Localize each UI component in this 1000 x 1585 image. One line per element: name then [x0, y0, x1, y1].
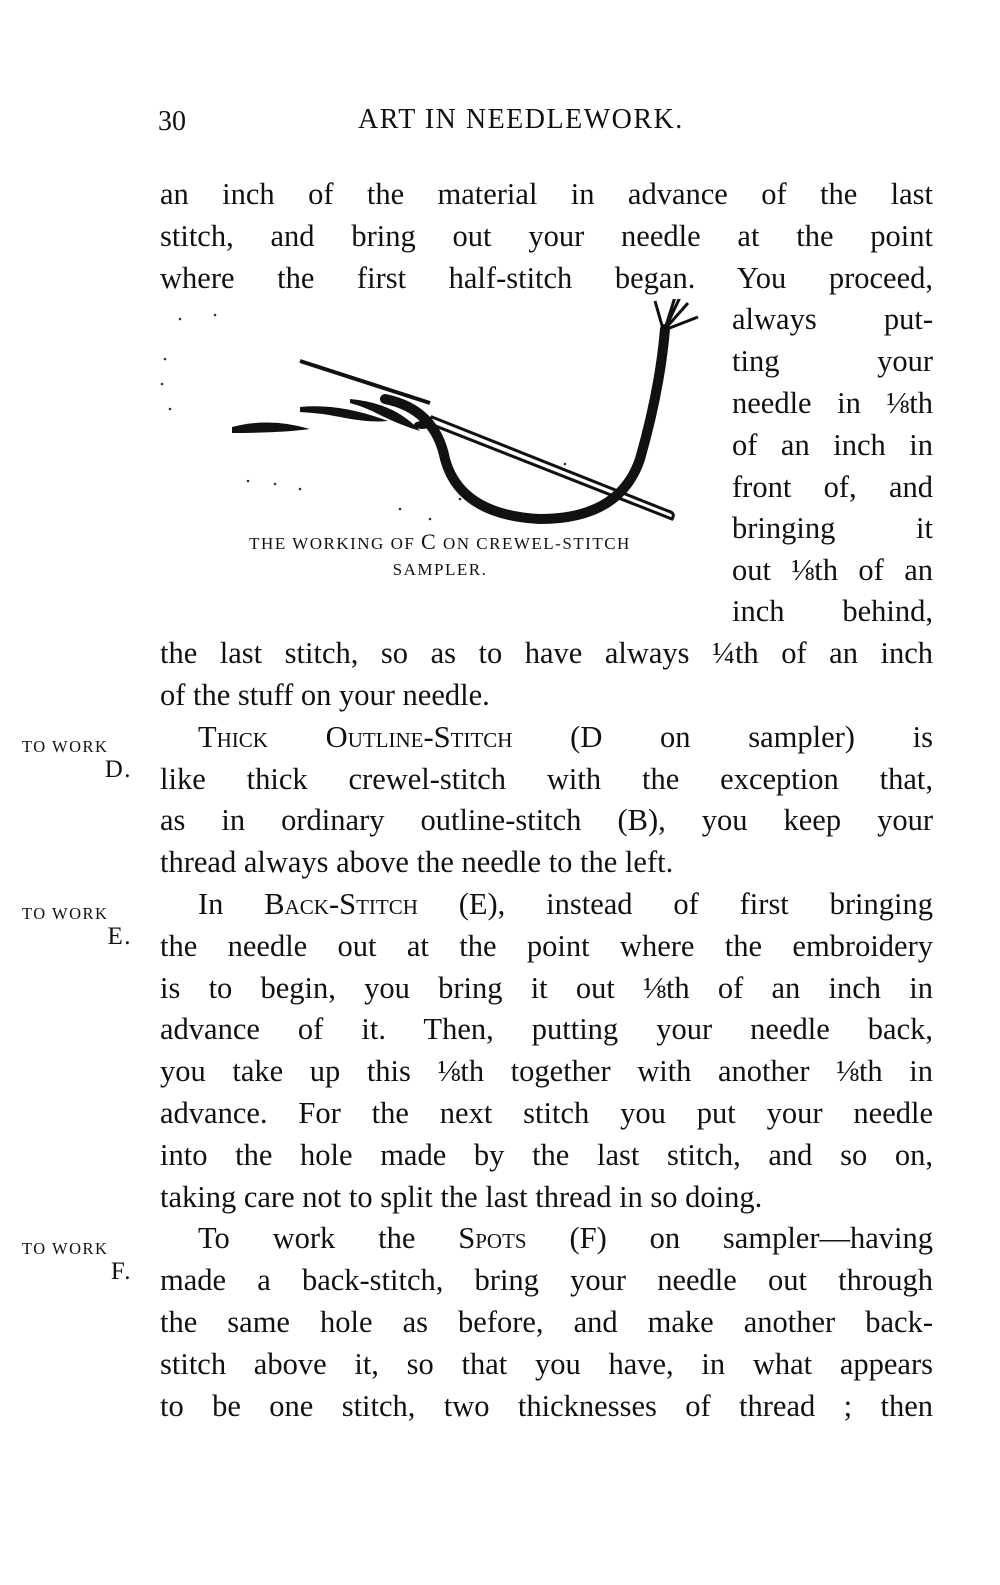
running-header — [0, 100, 1000, 140]
margin-note-d: TO WORK D. — [22, 737, 132, 783]
text-line: the last stitch, so as to have always ¼th of an inch — [160, 636, 933, 671]
body-text — [160, 174, 933, 1427]
text-line: thread always above the needle to the left. — [160, 845, 674, 880]
figure-block — [160, 299, 933, 591]
running-title: ART IN NEEDLEWORK. — [358, 104, 684, 135]
text-line: the same hole as before, and make another back- — [160, 1304, 933, 1339]
text-line: an inch of the material in advance of the last — [160, 177, 933, 211]
text-line: as in ordinary outline-stitch (B), you keep your — [160, 803, 933, 838]
text-line: needle in ⅛th — [732, 385, 933, 420]
text-line: ting your — [732, 344, 933, 379]
text-line: like thick crewel-stitch with the exception that, — [160, 761, 933, 796]
section-heading: Back-Stitch — [264, 886, 418, 921]
text-line: always put- — [732, 302, 933, 337]
text-line: advance of it. Then, putting your needle back, — [160, 1012, 933, 1047]
text-line: inch behind, — [732, 594, 933, 629]
section-heading: Thick Outline-Stitch — [198, 719, 513, 754]
text-line: is to begin, you bring it out ⅛th of an inch in — [160, 970, 933, 1005]
text-line: stitch, and bring out your needle at the point — [160, 218, 933, 253]
margin-note-f: TO WORK F. — [22, 1239, 132, 1285]
needle-thread-illustration — [160, 299, 720, 539]
text-line: to be one stitch, two thicknesses of thread ; then — [160, 1388, 933, 1423]
text-line: advance. For the next stitch you put your needle — [160, 1095, 933, 1130]
wrapped-text-column — [732, 299, 933, 592]
thread-icon — [385, 299, 698, 519]
section-heading: Spots — [458, 1221, 527, 1256]
section-e-first-line: In Back-Stitch (E), instead of first bringing — [198, 886, 933, 921]
text-line: taking care not to split the last thread in so doing. — [160, 1179, 763, 1214]
text-line: of an inch in — [732, 427, 933, 462]
section-f-first-line: To work the Spots (F) on sampler—having — [198, 1221, 933, 1256]
margin-note-e: TO WORK E. — [22, 904, 132, 950]
figure-crewel-stitch — [160, 299, 720, 591]
laid-stitches — [232, 361, 430, 433]
text-line: bringing it — [732, 511, 933, 546]
figure-caption: THE WORKING OF C ON CREWEL-STITCH SAMPLER. — [249, 529, 631, 580]
page-number: 30 — [158, 106, 186, 137]
text-line: of the stuff on your needle. — [160, 677, 490, 712]
text-line: the needle out at the point where the embroidery — [160, 928, 933, 963]
section-d-first-line: Thick Outline-Stitch (D on sampler) is — [198, 719, 933, 754]
text-line: you take up this ⅛th together with another ⅛th in — [160, 1054, 933, 1089]
text-line: where the first half-stitch began. You proceed, — [160, 260, 933, 295]
text-line: out ⅛th of an — [732, 553, 933, 588]
text-line: front of, and — [732, 469, 933, 504]
text-line: stitch above it, so that you have, in what appears — [160, 1346, 933, 1381]
text-line: made a back-stitch, bring your needle out through — [160, 1263, 933, 1298]
text-line: into the hole made by the last stitch, and so on, — [160, 1137, 933, 1172]
